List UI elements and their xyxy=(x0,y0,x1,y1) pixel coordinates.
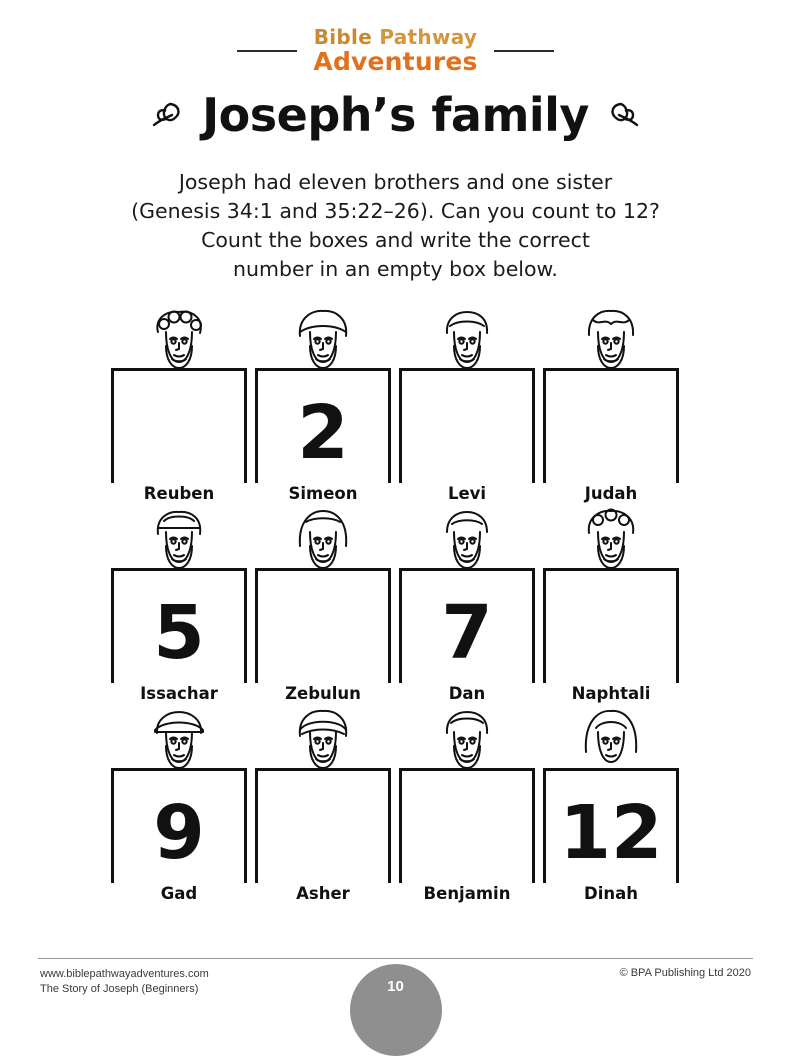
young-beard-face-icon xyxy=(430,706,504,772)
instructions-line-2: (Genesis 34:1 and 35:22–26). Can you count to 12? xyxy=(131,199,660,223)
cap-beard-face-icon xyxy=(142,706,216,772)
answer-box[interactable] xyxy=(543,768,679,902)
family-card xyxy=(251,506,395,706)
family-member-name: Zebulun xyxy=(251,683,395,704)
family-card xyxy=(539,306,683,506)
answer-box[interactable] xyxy=(111,768,247,902)
brand-line-2: Adventures xyxy=(313,46,478,76)
answer-box[interactable] xyxy=(399,368,535,502)
answer-box[interactable] xyxy=(399,768,535,902)
family-card xyxy=(251,306,395,506)
family-member-name: Reuben xyxy=(107,483,251,504)
footer-website[interactable]: www.biblepathwayadventures.com xyxy=(40,968,209,980)
answer-number: 7 xyxy=(441,590,493,676)
answer-box[interactable] xyxy=(111,568,247,702)
page-title-row xyxy=(0,88,791,142)
family-member-name: Simeon xyxy=(251,483,395,504)
answer-box[interactable] xyxy=(255,568,391,702)
page-number-badge: 10 xyxy=(350,964,442,1056)
answer-box[interactable] xyxy=(255,768,391,902)
long-hair-beard-face-icon xyxy=(286,506,360,572)
brand-rule-left xyxy=(237,50,297,52)
answer-box[interactable] xyxy=(111,368,247,502)
family-member-name: Gad xyxy=(107,883,251,904)
family-member-name: Levi xyxy=(395,483,539,504)
short-hair-beard-face-icon xyxy=(430,306,504,372)
family-member-name: Judah xyxy=(539,483,683,504)
brand-word-bible: Bible xyxy=(313,24,373,49)
answer-number: 2 xyxy=(297,390,349,476)
answer-number: 12 xyxy=(559,790,663,876)
family-card xyxy=(107,706,251,906)
page-title: Joseph’s family xyxy=(202,88,589,142)
footer-copyright: © BPA Publishing Ltd 2020 xyxy=(619,967,751,979)
family-card-grid xyxy=(107,306,685,906)
answer-number: 5 xyxy=(153,590,205,676)
family-member-name: Dinah xyxy=(539,883,683,904)
veiled-woman-face-icon xyxy=(574,706,648,772)
leaf-icon xyxy=(150,98,184,132)
answer-number: 9 xyxy=(153,790,205,876)
family-card xyxy=(539,706,683,906)
instructions-line-4: number in an empty box below. xyxy=(233,257,558,281)
brand-wordmark xyxy=(313,24,478,76)
footer-divider xyxy=(38,958,753,959)
answer-box[interactable] xyxy=(399,568,535,702)
footer-book-title: The Story of Joseph (Beginners) xyxy=(40,983,199,995)
footer-left-text xyxy=(40,967,209,997)
brand-rule-right xyxy=(494,50,554,52)
instructions-line-1: Joseph had eleven brothers and one sister xyxy=(178,170,613,194)
instructions-block xyxy=(95,168,696,284)
instructions-line-3: Count the boxes and write the correct xyxy=(201,228,590,252)
family-card xyxy=(395,706,539,906)
brand-line-1 xyxy=(313,24,478,49)
family-card xyxy=(395,506,539,706)
leaf-icon xyxy=(607,98,641,132)
curly-hair-beard-face-icon xyxy=(142,306,216,372)
wavy-hair-beard-face-icon xyxy=(574,306,648,372)
answer-box[interactable] xyxy=(543,568,679,702)
family-member-name: Issachar xyxy=(107,683,251,704)
family-member-name: Dan xyxy=(395,683,539,704)
brand-word-pathway: Pathway xyxy=(379,24,478,49)
brand-header xyxy=(0,16,791,86)
turban-beard-face-icon xyxy=(286,706,360,772)
answer-box[interactable] xyxy=(543,368,679,502)
headband-beard-face-icon xyxy=(142,506,216,572)
family-card xyxy=(107,506,251,706)
answer-box[interactable] xyxy=(255,368,391,502)
family-card xyxy=(539,506,683,706)
curly-beard-face-icon xyxy=(574,506,648,572)
family-card xyxy=(395,306,539,506)
family-member-name: Asher xyxy=(251,883,395,904)
page-footer xyxy=(0,958,791,1024)
family-member-name: Benjamin xyxy=(395,883,539,904)
family-member-name: Naphtali xyxy=(539,683,683,704)
headscarf-beard-face-icon xyxy=(286,306,360,372)
short-beard-face-icon xyxy=(430,506,504,572)
family-card xyxy=(107,306,251,506)
family-card xyxy=(251,706,395,906)
